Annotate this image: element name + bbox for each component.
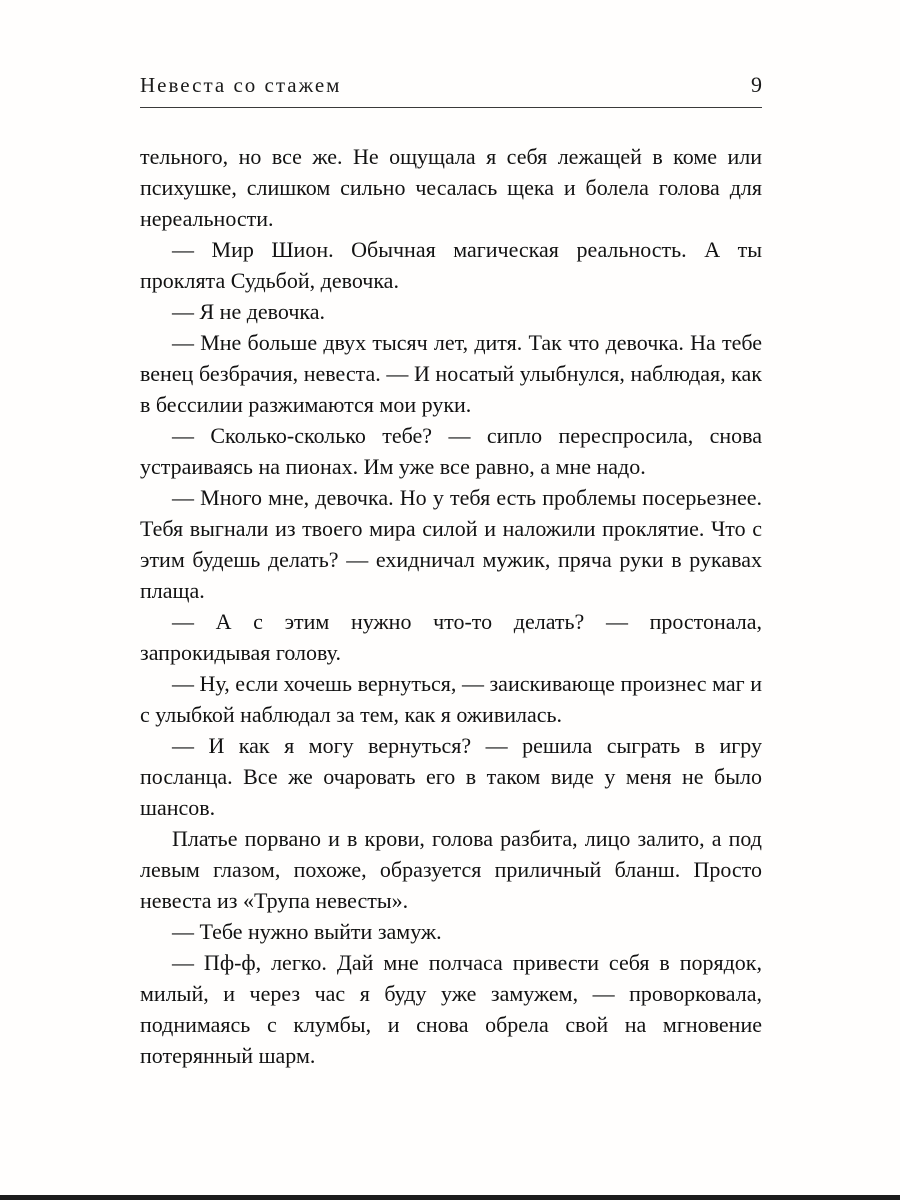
paragraph: — Мир Шион. Обычная магическая реальность. А ты проклята Судьбой, девочка. xyxy=(140,237,762,293)
paragraph: — Пф-ф, легко. Дай мне полчаса привести себя в порядок, милый, и через час я буду уже замужем, — проворковала, поднимаясь с клумбы, и снова обрела свой на мгновение потерянный шарм. xyxy=(140,950,762,1068)
paragraph: — Сколько-сколько тебе? — сипло переспросила, снова устраиваясь на пионах. Им уже все равно, а мне надо. xyxy=(140,423,762,479)
page-bottom-edge xyxy=(0,1195,900,1200)
page-number: 9 xyxy=(751,72,762,97)
paragraph: — Я не девочка. xyxy=(172,299,326,324)
paragraph: — И как я могу вернуться? — решила сыграть в игру посланца. Все же очаровать его в таком виде у меня не было шансов. xyxy=(140,733,762,820)
paragraph: — Много мне, девочка. Но у тебя есть проблемы посерьезнее. Тебя выгнали из твоего мира силой и наложили проклятие. Что с этим будешь делать? — ехидничал мужик, пряча руки в рукавах плаща. xyxy=(140,485,762,603)
paragraph: тельного, но все же. Не ощущала я себя лежащей в коме или психушке, слишком сильно чесалась щека и болела голова для нереальности. xyxy=(140,144,762,231)
paragraph: — Ну, если хочешь вернуться, — заискивающе произнес маг и с улыбкой наблюдал за тем, как я оживилась. xyxy=(140,671,762,727)
header-rule xyxy=(140,107,762,108)
paragraph: — Мне больше двух тысяч лет, дитя. Так что девочка. На тебе венец безбрачия, невеста. — И носатый улыбнулся, наблюдая, как в бессилии разжимаются мои руки. xyxy=(140,330,762,417)
paragraph: — Тебе нужно выйти замуж. xyxy=(172,919,442,944)
page-body xyxy=(140,141,762,1071)
paragraph: Платье порвано и в крови, голова разбита, лицо залито, а под левым глазом, похоже, образуется приличный бланш. Просто невеста из «Трупа невесты». xyxy=(140,826,762,913)
running-title: Невеста со стажем xyxy=(140,73,342,97)
paragraph: — А с этим нужно что-то делать? — простонала, запрокидывая голову. xyxy=(140,609,762,665)
page-header xyxy=(140,72,762,98)
